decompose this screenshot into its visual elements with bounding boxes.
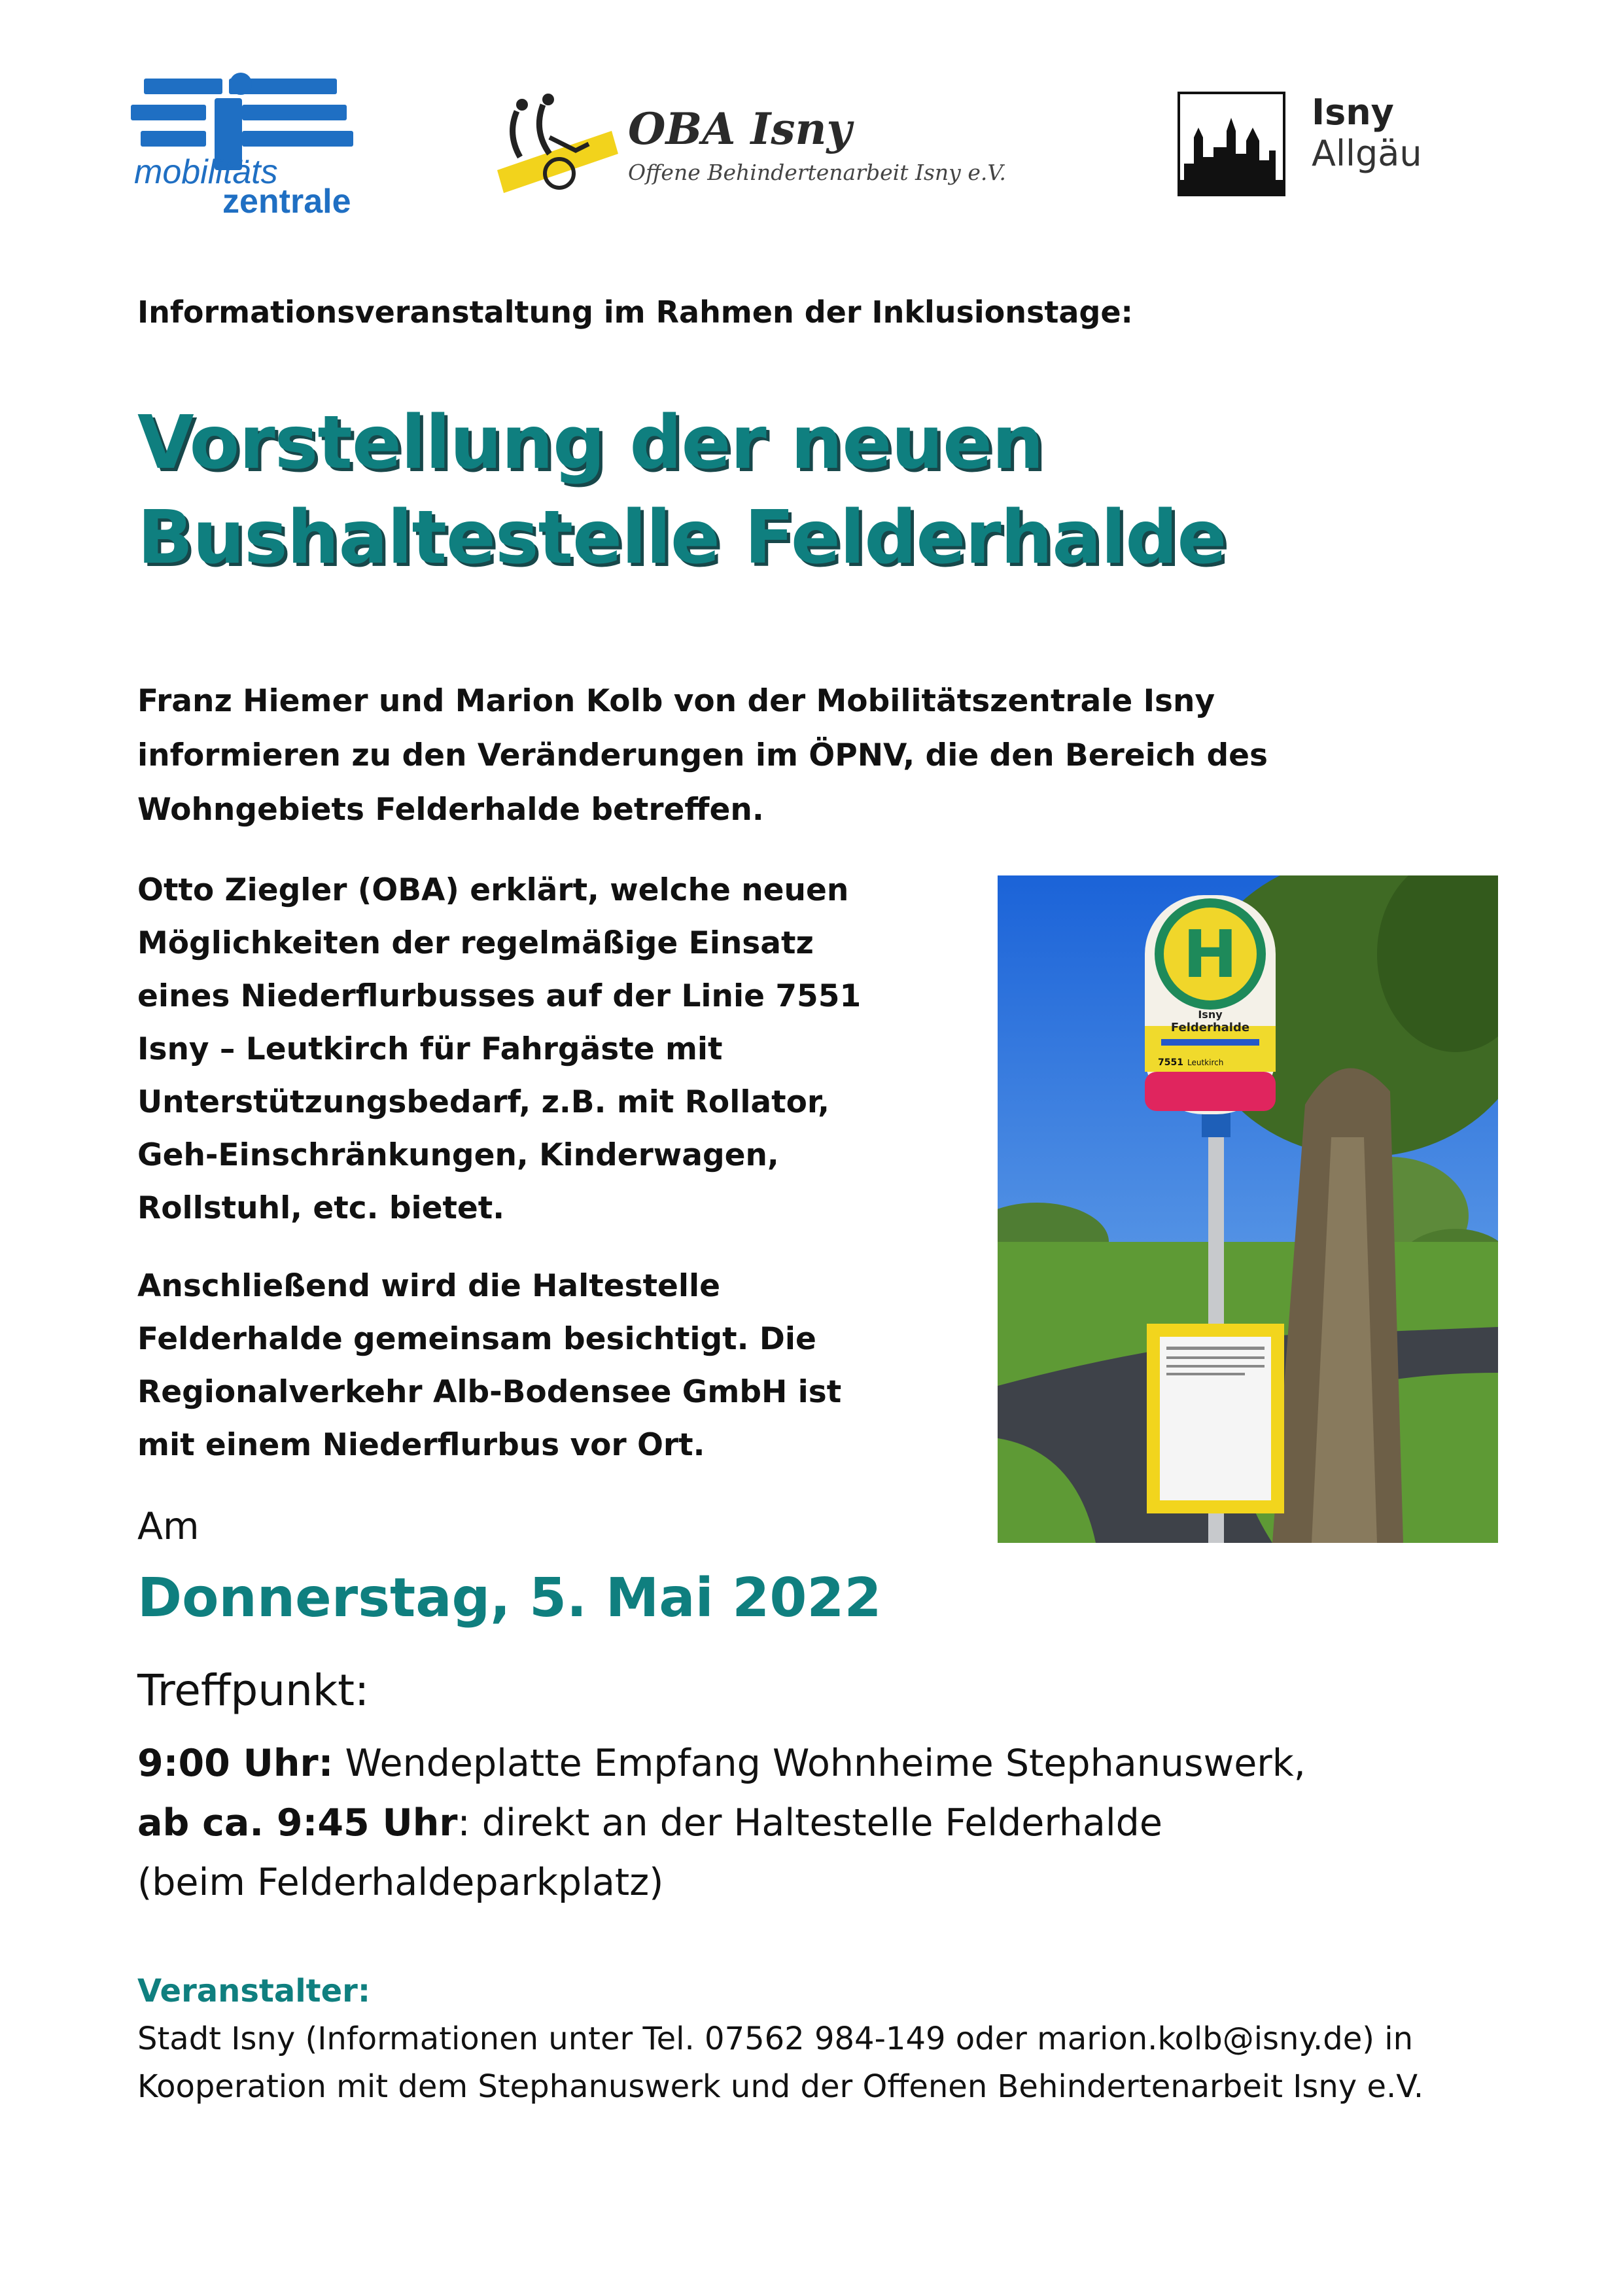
isny-logo-regular: Allgäu — [1312, 133, 1422, 174]
paragraph-presenters — [137, 674, 1511, 837]
event-date: Donnerstag, 5. Mai 2022 — [137, 1567, 882, 1629]
isny-allgaeu-logo — [1178, 92, 1505, 203]
paragraph-line: Anschließend wird die Haltestelle — [137, 1268, 721, 1304]
page-title — [137, 396, 1226, 586]
time-line-2 — [137, 1793, 1544, 1853]
date-intro: Am — [137, 1505, 200, 1548]
organizer-line-2: Kooperation mit dem Stephanuswerk und der Offenen Behindertenarbeit Isny e.V. — [137, 2068, 1424, 2105]
oba-logo-subtitle: Offene Behindertenarbeit Isny e.V. — [628, 160, 1006, 185]
bus-stop-photo — [998, 875, 1498, 1543]
paragraph-line: Rollstuhl, etc. bietet. — [137, 1190, 505, 1226]
meeting-times — [137, 1734, 1544, 1913]
paragraph-line: Wohngebiets Felderhalde betreffen. — [137, 792, 764, 828]
paragraph-line: Franz Hiemer und Marion Kolb von der Mobilitätszentrale Isny — [137, 683, 1215, 719]
paragraph-visit — [137, 1260, 1007, 1472]
paragraph-line: Unterstützungsbedarf, z.B. mit Rollator, — [137, 1084, 830, 1120]
meeting-point-label: Treffpunkt: — [137, 1665, 370, 1716]
oba-logo — [491, 92, 1079, 203]
paragraph-line: Möglichkeiten der regelmäßige Einsatz — [137, 925, 814, 961]
intro-heading: Informationsveranstaltung im Rahmen der Inklusionstage: — [137, 294, 1133, 330]
sign-destination: Leutkirch — [1187, 1058, 1224, 1067]
page-title-line1: Vorstellung der neuen — [137, 400, 1043, 486]
mz-logo-line2: zentrale — [222, 183, 351, 221]
isny-logo-text — [1312, 92, 1505, 174]
time-1-text: Wendeplatte Empfang Wohnheime Stephanuswerk, — [333, 1742, 1306, 1785]
sign-letter: H — [1183, 916, 1238, 993]
paragraph-line: Isny – Leutkirch für Fahrgäste mit — [137, 1031, 723, 1067]
sign-stop-name: Isny — [1198, 1008, 1223, 1021]
paragraph-line: Geh-Einschränkungen, Kinderwagen, — [137, 1137, 779, 1173]
page-title-line2: Bushaltestelle Felderhalde — [137, 495, 1227, 580]
mz-logo-line1: mobilitäts — [134, 153, 278, 191]
sign-stop-name2: Felderhalde — [1170, 1021, 1250, 1034]
paragraph-line: Otto Ziegler (OBA) erklärt, welche neuen — [137, 872, 849, 908]
paragraph-line: informieren zu den Veränderungen im ÖPNV, die den Bereich des — [137, 737, 1268, 773]
time-2-label: ab ca. 9:45 Uhr — [137, 1801, 458, 1845]
time-line-1 — [137, 1734, 1544, 1793]
organizer-label: Veranstalter: — [137, 1973, 371, 2009]
organizer-text — [137, 2015, 1577, 2111]
paragraph-oba — [137, 864, 1007, 1235]
paragraph-line: Felderhalde gemeinsam besichtigt. Die — [137, 1321, 816, 1357]
organizer-line-1: Stadt Isny (Informationen unter Tel. 07562 984-149 oder marion.kolb@isny.de) in — [137, 2021, 1414, 2057]
paragraph-line: Regionalverkehr Alb-Bodensee GmbH ist — [137, 1374, 842, 1410]
isny-logo-bold: Isny — [1312, 92, 1394, 133]
paragraph-line: eines Niederflurbusses auf der Linie 7551 — [137, 978, 862, 1014]
sign-line: 7551 — [1158, 1057, 1183, 1068]
oba-logo-title: OBA Isny — [628, 103, 852, 154]
paragraph-line: mit einem Niederflurbus vor Ort. — [137, 1427, 705, 1463]
time-2-text: : direkt an der Haltestelle Felderhalde — [457, 1801, 1162, 1845]
time-line-3: (beim Felderhaldeparkplatz) — [137, 1861, 664, 1904]
mobilitaetszentrale-logo — [131, 72, 386, 222]
time-1-label: 9:00 Uhr: — [137, 1742, 334, 1785]
